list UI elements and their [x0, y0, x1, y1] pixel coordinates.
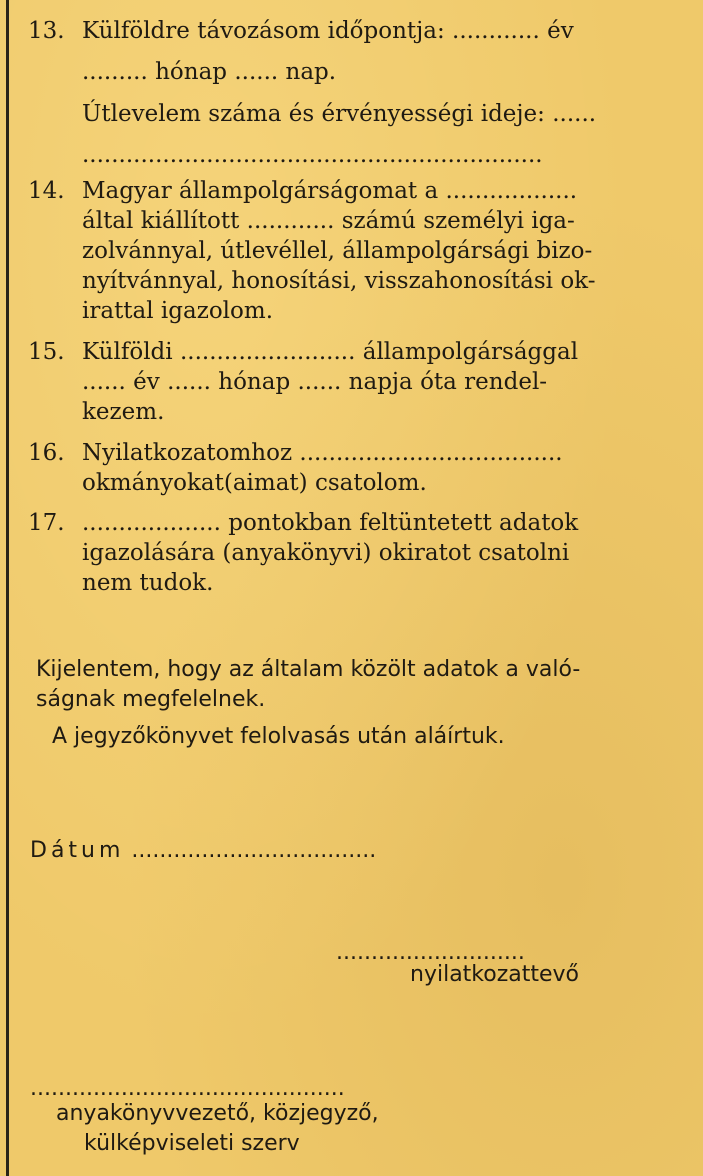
left-margin-rule: [6, 0, 9, 1176]
item-15-line-2: [82, 367, 680, 397]
item-17-line-2-text: igazolására (anyakönyvi) okiratot csatolni: [82, 540, 570, 566]
item-14-line-3-text: zolvánnyal, útlevéllel, állampolgársági bizo-: [82, 238, 593, 264]
declaration-line-3-text: A jegyzőkönyvet felolvasás után aláírtuk.: [52, 724, 505, 749]
item-13-line-1-text: Külföldre távozásom időpontja: ............ év: [82, 18, 574, 44]
date-field: [30, 836, 376, 866]
official-label-line-1: anyakönyvvezető, közjegyző,: [56, 1101, 379, 1126]
item-14-line-1-text: Magyar állampolgárságomat a ..................: [82, 178, 578, 204]
declaration-line-2-text: ságnak megfelelnek.: [36, 687, 266, 712]
item-13-line-1: [82, 16, 680, 46]
item-14-line-3: [82, 236, 680, 266]
item-16-line-1: [82, 438, 680, 468]
item-13-line-3-text: Útlevelem száma és érvényességi ideje: ......: [82, 101, 597, 127]
date-dots: ...................................: [131, 838, 377, 863]
item-13-number: 13.: [28, 18, 65, 44]
item-13-line-2-text: ......... hónap ...... nap.: [82, 59, 337, 85]
item-17-number: 17.: [28, 510, 65, 536]
item-14-line-5-text: irattal igazolom.: [82, 298, 274, 324]
item-14-line-4-text: nyítvánnyal, honosítási, visszahonosítási ok-: [82, 268, 596, 294]
declarant-signature-dots: ...........................: [336, 940, 525, 965]
item-16-number: 16.: [28, 440, 65, 466]
item-14-line-1: [82, 176, 680, 206]
item-14-line-2-text: által kiállított ............ számú személyi iga-: [82, 208, 575, 234]
item-17-line-2: [82, 538, 680, 568]
item-17-line-1: [82, 508, 680, 538]
item-14-line-4: [82, 266, 680, 296]
item-16-line-2-text: okmányokat(aimat) csatolom.: [82, 470, 427, 496]
item-16-line-2: [82, 468, 680, 498]
item-15-number: 15.: [28, 339, 65, 365]
declarant-signature-label: [410, 960, 579, 990]
item-15-line-3: [82, 397, 680, 427]
item-14-line-2: [82, 206, 680, 236]
official-signature-label-2: [84, 1129, 300, 1159]
item-14-line-5: [82, 296, 680, 326]
official-signature-dots: .............................................: [30, 1076, 345, 1101]
item-13-line-3: [82, 99, 680, 129]
item-14-number: 14.: [28, 178, 65, 204]
declaration-line-1-text: Kijelentem, hogy az általam közölt adatok a való-: [36, 657, 581, 682]
item-15-line-1: [82, 337, 680, 367]
date-label: Dátum: [30, 838, 125, 863]
official-signature-label-1: [56, 1099, 379, 1129]
item-15-line-1-text: Külföldi ........................ állampolgársággal: [82, 339, 579, 365]
official-label-line-2: külképviseleti szerv: [84, 1131, 300, 1156]
item-13-line-2: [82, 57, 680, 87]
declaration-line-3: [52, 722, 505, 752]
item-13-line-4-text: ...............................................................: [82, 142, 543, 168]
item-17-line-3: [82, 568, 680, 598]
item-13-line-4: [82, 140, 680, 170]
declarant-label-text: nyilatkozattevő: [410, 962, 580, 987]
item-15-line-3-text: kezem.: [82, 399, 165, 425]
item-17-line-3-text: nem tudok.: [82, 570, 214, 596]
item-16-line-1-text: Nyilatkozatomhoz ....................................: [82, 440, 563, 466]
item-17-line-1-text: ................... pontokban feltüntetett adatok: [82, 510, 579, 536]
declaration-line-2: [36, 685, 265, 715]
declaration-line-1: [36, 655, 682, 685]
item-15-line-2-text: ...... év ...... hónap ...... napja óta rendel-: [82, 369, 548, 395]
